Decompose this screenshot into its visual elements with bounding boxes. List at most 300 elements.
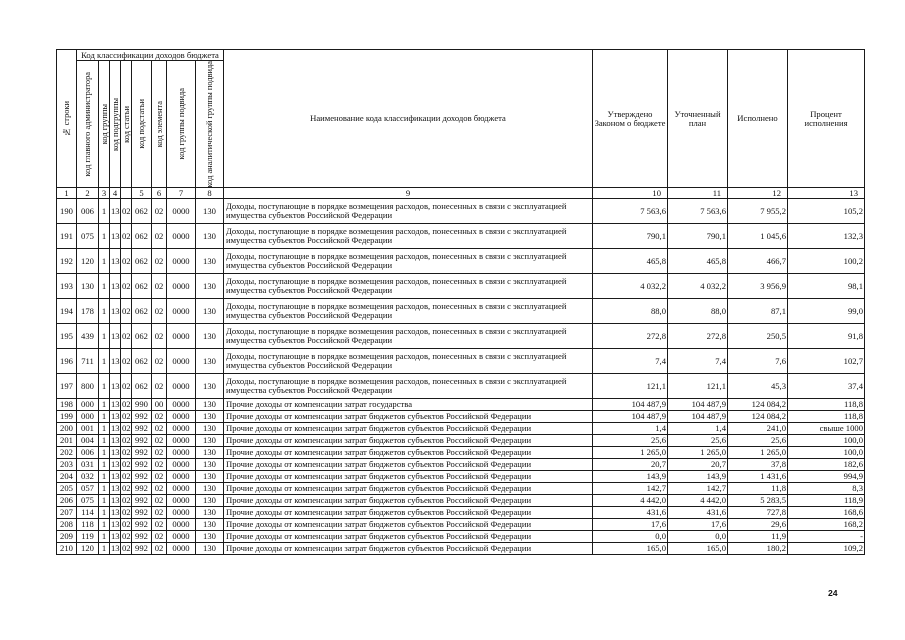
- analytic-group-code: 130: [196, 483, 224, 495]
- admin-code: 004: [77, 435, 99, 447]
- subarticle-code: 992: [132, 495, 152, 507]
- subtype-group-code: 0000: [167, 299, 196, 324]
- table-row: [57, 399, 865, 411]
- subtype-group-code: 0000: [167, 224, 196, 249]
- subarticle-code: 992: [132, 471, 152, 483]
- element-code: 02: [152, 423, 167, 435]
- approved-value: 88,0: [593, 299, 668, 324]
- column-number: 2: [77, 188, 99, 199]
- approved-value: 431,6: [593, 507, 668, 519]
- executed-value: 1 265,0: [728, 447, 788, 459]
- element-code: 02: [152, 495, 167, 507]
- admin-code: 001: [77, 423, 99, 435]
- column-number-row: [57, 188, 865, 199]
- group-code: 1: [99, 459, 110, 471]
- percent-value: 105,2: [788, 199, 865, 224]
- row-number: 206: [57, 495, 77, 507]
- table-header: [57, 50, 865, 199]
- adjusted-value: 4 442,0: [668, 495, 728, 507]
- row-number: 202: [57, 447, 77, 459]
- percent-value: 994,9: [788, 471, 865, 483]
- column-number: 12: [728, 188, 788, 199]
- subtype-group-code: 0000: [167, 411, 196, 423]
- adjusted-value: 431,6: [668, 507, 728, 519]
- subtype-group-code: 0000: [167, 483, 196, 495]
- table-row: [57, 274, 865, 299]
- row-number: 200: [57, 423, 77, 435]
- adjusted-value: 25,6: [668, 435, 728, 447]
- subgroup-code: 13: [111, 399, 120, 409]
- adjusted-value: 104 487,9: [668, 411, 728, 423]
- revenue-name: Прочие доходы от компенсации затрат бюджетов субъектов Российской Федерации: [224, 531, 593, 543]
- subgroup-code: 13: [110, 224, 121, 249]
- subgroup-code: 13: [110, 324, 121, 349]
- table-row: [57, 374, 865, 399]
- article-code: 02: [121, 299, 132, 324]
- header-executed: Исполнено: [728, 50, 788, 188]
- percent-value: 91,8: [788, 324, 865, 349]
- article-code: 02: [122, 399, 131, 409]
- approved-value: 20,7: [593, 459, 668, 471]
- revenue-name: Доходы, поступающие в порядке возмещения расходов, понесенных в связи с эксплуатацией имущества субъектов Российской Федерации: [224, 299, 593, 324]
- article-code: 02: [122, 471, 131, 481]
- header-code-admin: код главного администратора: [77, 61, 99, 188]
- subarticle-code: 062: [132, 299, 152, 324]
- article-code: 02: [122, 435, 131, 445]
- column-number: 8: [196, 188, 224, 199]
- percent-value: 118,9: [788, 495, 865, 507]
- executed-value: 241,0: [728, 423, 788, 435]
- percent-value: 118,8: [788, 399, 865, 411]
- adjusted-value: 0,0: [668, 531, 728, 543]
- table-row: [57, 483, 865, 495]
- adjusted-value: 104 487,9: [668, 399, 728, 411]
- subtype-group-code: 0000: [167, 274, 196, 299]
- group-code: 1: [99, 435, 110, 447]
- analytic-group-code: 130: [196, 324, 224, 349]
- executed-value: 37,8: [728, 459, 788, 471]
- percent-value: 37,4: [788, 374, 865, 399]
- executed-value: 3 956,9: [728, 274, 788, 299]
- percent-value: 118,8: [788, 411, 865, 423]
- approved-value: 104 487,9: [593, 411, 668, 423]
- approved-value: 790,1: [593, 224, 668, 249]
- revenue-name: Доходы, поступающие в порядке возмещения расходов, понесенных в связи с эксплуатацией имущества субъектов Российской Федерации: [224, 324, 593, 349]
- header-code-subgroup: код подгруппы: [110, 61, 121, 188]
- subtype-group-code: 0000: [167, 435, 196, 447]
- admin-code: 000: [77, 399, 99, 411]
- revenue-name: Прочие доходы от компенсации затрат бюджетов субъектов Российской Федерации: [224, 507, 593, 519]
- row-number: 194: [57, 299, 77, 324]
- element-code: 00: [152, 399, 167, 411]
- group-code: 1: [99, 471, 110, 483]
- element-code: 02: [152, 459, 167, 471]
- article-code: 02: [121, 199, 132, 224]
- table-row: [57, 324, 865, 349]
- subtype-group-code: 0000: [167, 543, 196, 555]
- row-number: 205: [57, 483, 77, 495]
- executed-value: 5 283,5: [728, 495, 788, 507]
- executed-value: 1 045,6: [728, 224, 788, 249]
- element-code: 02: [152, 299, 167, 324]
- revenue-name: Прочие доходы от компенсации затрат бюджетов субъектов Российской Федерации: [224, 411, 593, 423]
- percent-value: 99,0: [788, 299, 865, 324]
- admin-code: 439: [77, 324, 99, 349]
- table-row: [57, 299, 865, 324]
- approved-value: 7,4: [593, 349, 668, 374]
- row-number: 199: [57, 411, 77, 423]
- group-code: 1: [99, 224, 110, 249]
- revenue-name: Прочие доходы от компенсации затрат бюджетов субъектов Российской Федерации: [224, 459, 593, 471]
- subtype-group-code: 0000: [167, 374, 196, 399]
- approved-value: 4 442,0: [593, 495, 668, 507]
- approved-value: 104 487,9: [593, 399, 668, 411]
- element-code: 02: [152, 447, 167, 459]
- article-code: 02: [121, 324, 132, 349]
- group-code: 1: [99, 483, 110, 495]
- table-row: [57, 249, 865, 274]
- analytic-group-code: 130: [196, 447, 224, 459]
- executed-value: 7,6: [728, 349, 788, 374]
- article-code: 02: [121, 224, 132, 249]
- adjusted-value: 7 563,6: [668, 199, 728, 224]
- adjusted-value: 88,0: [668, 299, 728, 324]
- group-code: 1: [99, 495, 110, 507]
- element-code: 02: [152, 507, 167, 519]
- percent-value: 168,2: [788, 519, 865, 531]
- column-number: 11: [668, 188, 728, 199]
- subarticle-code: 062: [132, 224, 152, 249]
- subgroup-code: 13: [111, 411, 120, 421]
- percent-value: -: [788, 531, 865, 543]
- row-number: 208: [57, 519, 77, 531]
- element-code: 02: [152, 249, 167, 274]
- adjusted-value: 142,7: [668, 483, 728, 495]
- element-code: 02: [152, 411, 167, 423]
- article-code: 02: [122, 507, 131, 517]
- executed-value: 180,2: [728, 543, 788, 555]
- subtype-group-code: 0000: [167, 471, 196, 483]
- percent-value: свыше 1000: [788, 423, 865, 435]
- header-code-subtype-group: код группы подвида: [167, 61, 196, 188]
- column-number: 9: [224, 188, 593, 199]
- table-row: [57, 459, 865, 471]
- admin-code: 006: [77, 199, 99, 224]
- element-code: 02: [152, 274, 167, 299]
- admin-code: 075: [77, 495, 99, 507]
- element-code: 02: [152, 224, 167, 249]
- subarticle-code: 992: [132, 507, 152, 519]
- group-code: 1: [99, 399, 110, 411]
- budget-table-sheet: [56, 49, 865, 555]
- subarticle-code: 062: [132, 374, 152, 399]
- subarticle-code: 992: [132, 435, 152, 447]
- subtype-group-code: 0000: [167, 447, 196, 459]
- analytic-group-code: 130: [196, 543, 224, 555]
- analytic-group-code: 130: [196, 471, 224, 483]
- element-code: 02: [152, 374, 167, 399]
- revenue-name: Доходы, поступающие в порядке возмещения расходов, понесенных в связи с эксплуатацией имущества субъектов Российской Федерации: [224, 349, 593, 374]
- element-code: 02: [152, 435, 167, 447]
- analytic-group-code: 130: [196, 435, 224, 447]
- admin-code: 120: [77, 249, 99, 274]
- approved-value: 465,8: [593, 249, 668, 274]
- table-row: [57, 349, 865, 374]
- header-name: Наименование кода классификации доходов бюджета: [224, 50, 593, 188]
- admin-code: 120: [77, 543, 99, 555]
- revenue-name: Прочие доходы от компенсации затрат бюджетов субъектов Российской Федерации: [224, 471, 593, 483]
- analytic-group-code: 130: [196, 349, 224, 374]
- group-code: 1: [99, 299, 110, 324]
- subarticle-code: 062: [132, 199, 152, 224]
- revenue-name: Прочие доходы от компенсации затрат бюджетов субъектов Российской Федерации: [224, 483, 593, 495]
- revenue-name: Прочие доходы от компенсации затрат бюджетов субъектов Российской Федерации: [224, 423, 593, 435]
- admin-code: 114: [77, 507, 99, 519]
- executed-value: 25,6: [728, 435, 788, 447]
- percent-value: 132,3: [788, 224, 865, 249]
- element-code: 02: [152, 543, 167, 555]
- table-body: [57, 199, 865, 555]
- analytic-group-code: 130: [196, 199, 224, 224]
- analytic-group-code: 130: [196, 531, 224, 543]
- article-code: 02: [122, 459, 131, 469]
- subgroup-code: 13: [110, 274, 121, 299]
- element-code: 02: [152, 531, 167, 543]
- subtype-group-code: 0000: [167, 423, 196, 435]
- column-number: 3: [99, 188, 110, 199]
- adjusted-value: 1,4: [668, 423, 728, 435]
- subgroup-code: 13: [111, 507, 120, 517]
- adjusted-value: 20,7: [668, 459, 728, 471]
- percent-value: 98,1: [788, 274, 865, 299]
- revenue-name: Прочие доходы от компенсации затрат бюджетов субъектов Российской Федерации: [224, 519, 593, 531]
- approved-value: 142,7: [593, 483, 668, 495]
- subgroup-code: 13: [110, 199, 121, 224]
- subarticle-code: 992: [132, 543, 152, 555]
- article-code: 02: [122, 483, 131, 493]
- subtype-group-code: 0000: [167, 399, 196, 411]
- adjusted-value: 790,1: [668, 224, 728, 249]
- approved-value: 25,6: [593, 435, 668, 447]
- row-number: 198: [57, 399, 77, 411]
- approved-value: 1,4: [593, 423, 668, 435]
- approved-value: 272,8: [593, 324, 668, 349]
- header-code-element: код элемента: [152, 61, 167, 188]
- header-approved: Утверждено Законом о бюджете: [593, 50, 668, 188]
- subgroup-code: 13: [111, 459, 120, 469]
- row-number: 197: [57, 374, 77, 399]
- analytic-group-code: 130: [196, 507, 224, 519]
- article-code: 02: [122, 423, 131, 433]
- article-code: 02: [122, 411, 131, 421]
- analytic-group-code: 130: [196, 399, 224, 411]
- analytic-group-code: 130: [196, 495, 224, 507]
- header-code-group-col: код группы: [99, 61, 110, 188]
- revenue-name: Доходы, поступающие в порядке возмещения расходов, понесенных в связи с эксплуатацией имущества субъектов Российской Федерации: [224, 374, 593, 399]
- column-number: 5: [132, 188, 152, 199]
- revenue-name: Доходы, поступающие в порядке возмещения расходов, понесенных в связи с эксплуатацией имущества субъектов Российской Федерации: [224, 199, 593, 224]
- subtype-group-code: 0000: [167, 459, 196, 471]
- subgroup-code: 13: [110, 249, 121, 274]
- percent-value: 102,7: [788, 349, 865, 374]
- article-code: 02: [122, 519, 131, 529]
- group-code: 1: [99, 411, 110, 423]
- table-row: [57, 411, 865, 423]
- percent-value: 168,6: [788, 507, 865, 519]
- element-code: 02: [152, 324, 167, 349]
- revenue-name: Прочие доходы от компенсации затрат государства: [224, 399, 593, 411]
- subgroup-code: 13: [111, 447, 120, 457]
- revenue-name: Прочие доходы от компенсации затрат бюджетов субъектов Российской Федерации: [224, 543, 593, 555]
- subgroup-code: 13: [111, 495, 120, 505]
- header-row-no: № строки: [57, 50, 77, 188]
- executed-value: 11,9: [728, 531, 788, 543]
- subarticle-code: 992: [132, 423, 152, 435]
- revenue-name: Доходы, поступающие в порядке возмещения расходов, понесенных в связи с эксплуатацией имущества субъектов Российской Федерации: [224, 249, 593, 274]
- revenue-name: Прочие доходы от компенсации затрат бюджетов субъектов Российской Федерации: [224, 447, 593, 459]
- approved-value: 165,0: [593, 543, 668, 555]
- column-number: 6: [152, 188, 167, 199]
- group-code: 1: [99, 531, 110, 543]
- column-number: 7: [167, 188, 196, 199]
- adjusted-value: 17,6: [668, 519, 728, 531]
- subgroup-code: 13: [110, 374, 121, 399]
- executed-value: 87,1: [728, 299, 788, 324]
- group-code: 1: [99, 349, 110, 374]
- header-adjusted: Уточненный план: [668, 50, 728, 188]
- approved-value: 143,9: [593, 471, 668, 483]
- analytic-group-code: 130: [196, 299, 224, 324]
- revenue-name: Прочие доходы от компенсации затрат бюджетов субъектов Российской Федерации: [224, 435, 593, 447]
- row-number: 192: [57, 249, 77, 274]
- subtype-group-code: 0000: [167, 249, 196, 274]
- row-number: 201: [57, 435, 77, 447]
- subarticle-code: 992: [132, 459, 152, 471]
- approved-value: 4 032,2: [593, 274, 668, 299]
- admin-code: 000: [77, 411, 99, 423]
- percent-value: 182,6: [788, 459, 865, 471]
- executed-value: 250,5: [728, 324, 788, 349]
- analytic-group-code: 130: [196, 411, 224, 423]
- row-number: 195: [57, 324, 77, 349]
- element-code: 02: [152, 471, 167, 483]
- element-code: 02: [152, 519, 167, 531]
- percent-value: 100,0: [788, 447, 865, 459]
- table-row: [57, 435, 865, 447]
- approved-value: 7 563,6: [593, 199, 668, 224]
- group-code: 1: [99, 519, 110, 531]
- analytic-group-code: 130: [196, 459, 224, 471]
- admin-code: 031: [77, 459, 99, 471]
- approved-value: 17,6: [593, 519, 668, 531]
- row-number: 191: [57, 224, 77, 249]
- table-row: [57, 199, 865, 224]
- executed-value: 7 955,2: [728, 199, 788, 224]
- table-row: [57, 495, 865, 507]
- subarticle-code: 992: [132, 447, 152, 459]
- approved-value: 121,1: [593, 374, 668, 399]
- subtype-group-code: 0000: [167, 531, 196, 543]
- revenue-name: Прочие доходы от компенсации затрат бюджетов субъектов Российской Федерации: [224, 495, 593, 507]
- subtype-group-code: 0000: [167, 199, 196, 224]
- approved-value: 0,0: [593, 531, 668, 543]
- element-code: 02: [152, 483, 167, 495]
- row-number: 204: [57, 471, 77, 483]
- subtype-group-code: 0000: [167, 349, 196, 374]
- table-row: [57, 447, 865, 459]
- revenue-name: Доходы, поступающие в порядке возмещения расходов, понесенных в связи с эксплуатацией имущества субъектов Российской Федерации: [224, 224, 593, 249]
- admin-code: 800: [77, 374, 99, 399]
- subarticle-code: 062: [132, 274, 152, 299]
- group-code: 1: [99, 423, 110, 435]
- admin-code: 130: [77, 274, 99, 299]
- subgroup-code: 13: [110, 349, 121, 374]
- analytic-group-code: 130: [196, 374, 224, 399]
- table-row: [57, 507, 865, 519]
- analytic-group-code: 130: [196, 423, 224, 435]
- column-number: 10: [593, 188, 668, 199]
- subarticle-code: 992: [132, 519, 152, 531]
- article-code: 02: [122, 531, 131, 541]
- subgroup-code: 13: [111, 543, 120, 553]
- executed-value: 45,3: [728, 374, 788, 399]
- row-number: 203: [57, 459, 77, 471]
- executed-value: 124 084,2: [728, 399, 788, 411]
- percent-value: 100,2: [788, 249, 865, 274]
- header-code-group: Код классификации доходов бюджета: [77, 50, 224, 61]
- row-number: 210: [57, 543, 77, 555]
- executed-value: 29,6: [728, 519, 788, 531]
- group-code: 1: [99, 199, 110, 224]
- admin-code: 118: [77, 519, 99, 531]
- admin-code: 006: [77, 447, 99, 459]
- subarticle-code: 062: [132, 349, 152, 374]
- group-code: 1: [99, 324, 110, 349]
- table-row: [57, 543, 865, 555]
- row-number: 209: [57, 531, 77, 543]
- table-row: [57, 531, 865, 543]
- subarticle-code: 062: [132, 324, 152, 349]
- column-number: 1: [57, 188, 77, 199]
- revenue-name: Доходы, поступающие в порядке возмещения расходов, понесенных в связи с эксплуатацией имущества субъектов Российской Федерации: [224, 274, 593, 299]
- admin-code: 178: [77, 299, 99, 324]
- analytic-group-code: 130: [196, 224, 224, 249]
- table-row: [57, 519, 865, 531]
- analytic-group-code: 130: [196, 519, 224, 531]
- table-row: [57, 423, 865, 435]
- executed-value: 727,8: [728, 507, 788, 519]
- article-code: 02: [121, 374, 132, 399]
- column-number: 13: [788, 188, 865, 199]
- adjusted-value: 4 032,2: [668, 274, 728, 299]
- admin-code: 032: [77, 471, 99, 483]
- subgroup-code: 13: [111, 519, 120, 529]
- adjusted-value: 7,4: [668, 349, 728, 374]
- article-code: 02: [122, 447, 131, 457]
- subtype-group-code: 0000: [167, 495, 196, 507]
- approved-value: 1 265,0: [593, 447, 668, 459]
- subarticle-code: 992: [132, 483, 152, 495]
- executed-value: 1 431,6: [728, 471, 788, 483]
- percent-value: 109,2: [788, 543, 865, 555]
- adjusted-value: 121,1: [668, 374, 728, 399]
- group-code: 1: [99, 507, 110, 519]
- budget-revenue-table: [56, 49, 865, 555]
- header-percent: Процент исполнения: [788, 50, 865, 188]
- executed-value: 466,7: [728, 249, 788, 274]
- subarticle-code: 062: [132, 249, 152, 274]
- table-row: [57, 224, 865, 249]
